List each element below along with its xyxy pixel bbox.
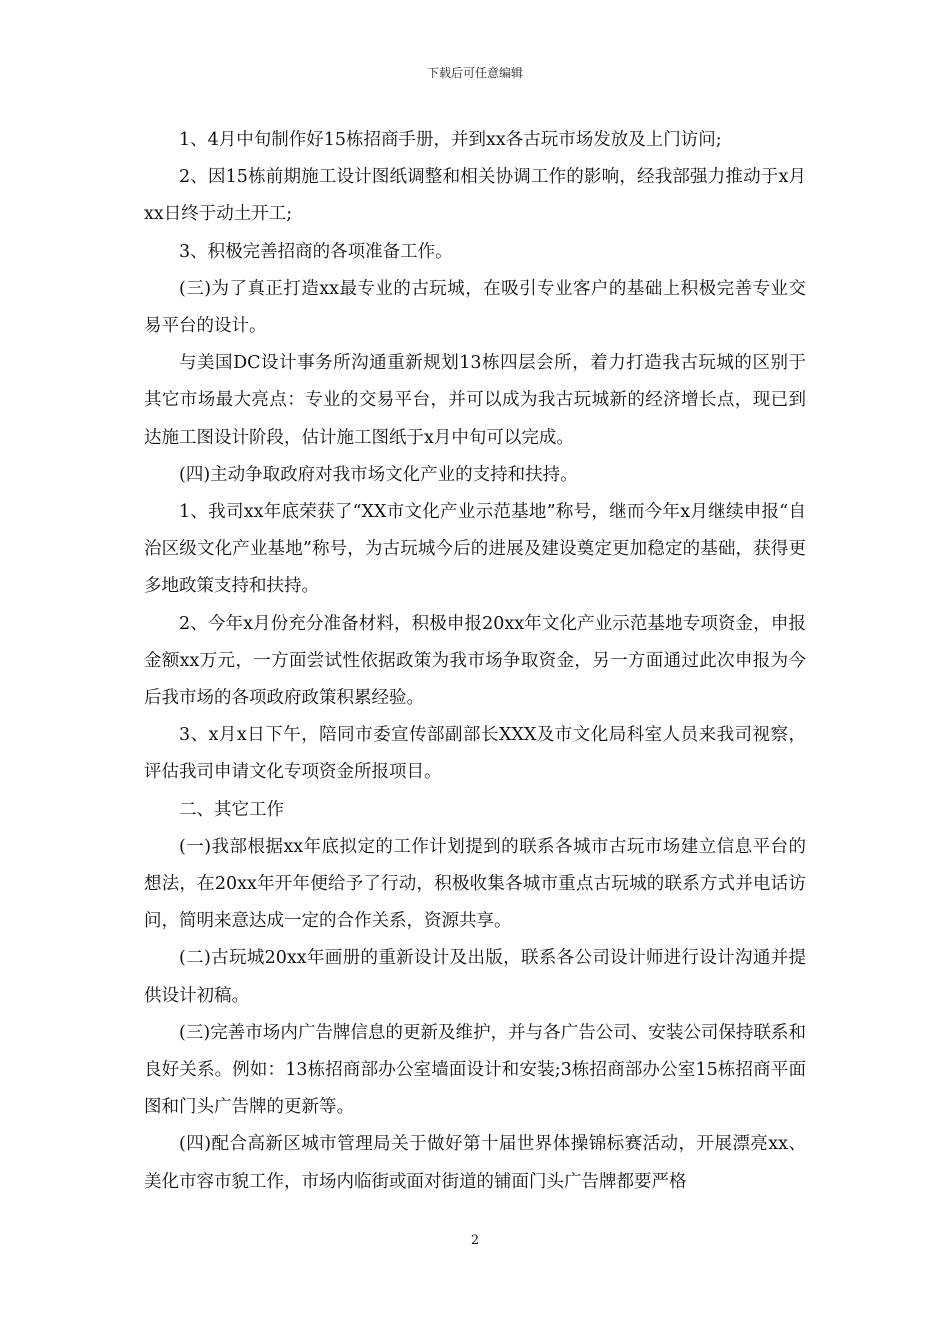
page-header: 下载后可任意编辑 — [426, 66, 523, 80]
paragraph: 与美国DC设计事务所沟通重新规划13栋四层会所，着力打造我古玩城的区别于其它市场最大亮点：专业的交易平台，并可以成为我古玩城新的经济增长点，现已到达施工图设计阶段，估计施工图纸于x月中旬可以完成。 — [144, 353, 806, 448]
paragraph: 1、我司xx年底荣获了“XX市文化产业示范基地”称号，继而今年x月继续申报“自治区级文化产业基地”称号，为古玩城今后的进展及建设奠定更加稳定的基础，获得更多地政策支持和扶持。 — [144, 502, 806, 597]
paragraph: (三)为了真正打造xx最专业的古玩城，在吸引专业客户的基础上积极完善专业交易平台的设计。 — [144, 278, 806, 337]
section-heading: 二、其它工作 — [179, 799, 284, 820]
page-number: 2 — [470, 1233, 480, 1248]
paragraph: (一)我部根据xx年底拟定的工作计划提到的联系各城市古玩市场建立信息平台的想法，在20xx年开年便给予了行动，积极收集各城市重点古玩城的联系方式并电话访问，简明来意达成一定的合作关系，资源共享。 — [144, 836, 806, 932]
paragraph: (四)主动争取政府对我市场文化产业的支持和扶持。 — [179, 464, 578, 485]
paragraph: (二)古玩城20xx年画册的重新设计及出版，联系各公司设计师进行设计沟通并提供设计初稿。 — [144, 948, 806, 1006]
paragraph: 3、积极完善招商的各项准备工作。 — [179, 241, 453, 262]
paragraph: 3、x月x日下午，陪同市委宣传部副部长XXX及市文化局科室人员来我司视察，评估我司申请文化专项资金所报项目。 — [144, 725, 806, 783]
document-body — [144, 122, 806, 1201]
paragraph: 2、因15栋前期施工设计图纸调整和相关协调工作的影响，经我部强力推动于x月xx日终于动土开工; — [144, 167, 806, 225]
paragraph: (四)配合高新区城市管理局关于做好第十届世界体操锦标赛活动，开展漂亮xx、美化市容市貌工作，市场内临街或面对街道的铺面门头广告牌都要严格 — [144, 1134, 806, 1192]
paragraph: (三)完善市场内广告牌信息的更新及维护，并与各广告公司、安装公司保持联系和良好关系。例如：13栋招商部办公室墙面设计和安装;3栋招商部办公室15栋招商平面图和门头广告牌的更新等。 — [144, 1022, 806, 1118]
paragraph: 1、4月中旬制作好15栋招商手册，并到xx各古玩市场发放及上门访问; — [179, 130, 722, 150]
paragraph: 2、今年x月份充分准备材料，积极申报20xx年文化产业示范基地专项资金，申报金额xx万元，一方面尝试性依据政策为我市场争取资金，另一方面通过此次申报为今后我市场的各项政府政策积累经验。 — [144, 613, 806, 709]
